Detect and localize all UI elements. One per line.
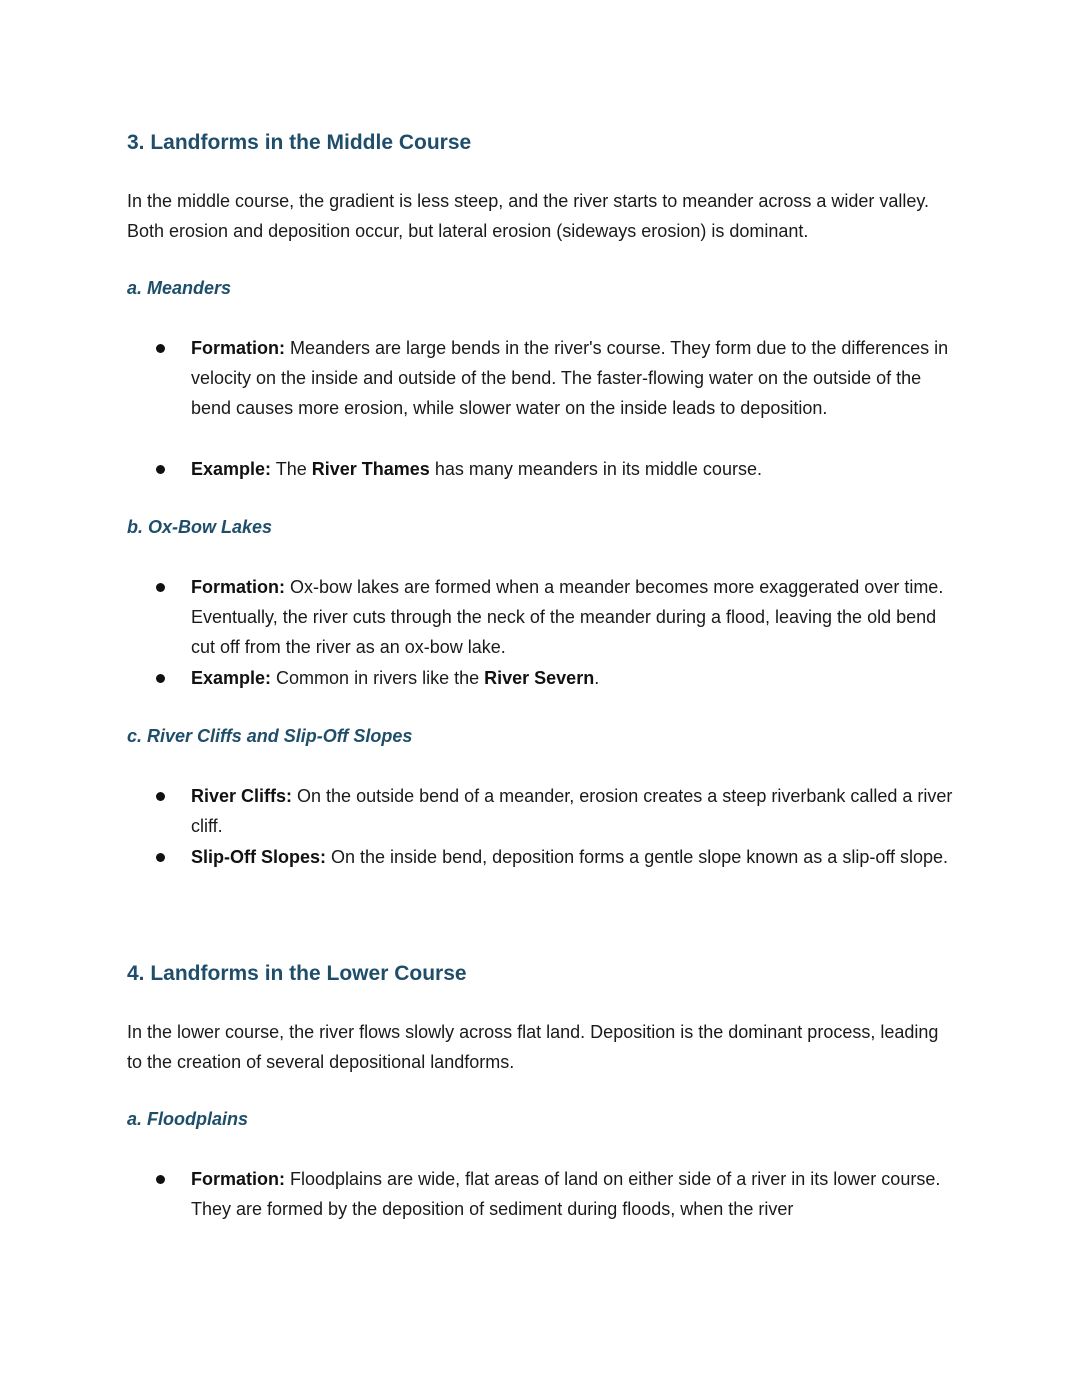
river-cliffs-item: [191, 781, 961, 841]
section3-heading: 3. Landforms in the Middle Course: [127, 131, 472, 154]
oxbow-example-item: [191, 663, 961, 693]
bullet-icon: [156, 344, 165, 353]
section3-intro: In the middle course, the gradient is less steep, and the river starts to meander across a wider valley. Both erosion and deposition occur, but lateral erosion (sideways erosion) is dominant.: [127, 191, 930, 241]
floodplains-heading: a. Floodplains: [127, 1109, 249, 1129]
floodplains-formation-item: [191, 1164, 961, 1224]
section4-intro: In the lower course, the river flows slowly across flat land. Deposition is the dominant process, leading to the creation of several depositional landforms.: [127, 1022, 939, 1072]
bullet-icon: [156, 792, 165, 801]
example-text-pre: Common in rivers like the: [271, 668, 485, 688]
example-text-pre: The: [271, 459, 312, 479]
example-text-post: has many meanders in its middle course.: [429, 459, 762, 479]
bullet-icon: [156, 853, 165, 862]
slip-off-slopes-label: Slip-Off Slopes:: [191, 847, 326, 867]
example-river-name: River Severn: [484, 668, 595, 688]
meanders-formation-item: [191, 333, 961, 423]
bullet-icon: [156, 674, 165, 683]
example-label: Example:: [191, 668, 272, 688]
oxbow-heading: b. Ox-Bow Lakes: [127, 517, 273, 537]
formation-label: Formation:: [191, 338, 285, 358]
cliffs-heading: c. River Cliffs and Slip-Off Slopes: [127, 726, 413, 746]
meanders-example-item: [191, 454, 961, 484]
bullet-icon: [156, 465, 165, 474]
example-river-name: River Thames: [311, 459, 430, 479]
formation-text: Meanders are large bends in the river's course. They form due to the differences in velocity on the inside and outside of the bend. The faster-flowing water on the outside of the bend causes more erosion, while slower water on the inside leads to deposition.: [191, 338, 949, 418]
formation-label: Formation:: [191, 1169, 285, 1189]
slip-off-slopes-item: [191, 842, 961, 872]
river-cliffs-label: River Cliffs:: [191, 786, 293, 806]
section4-heading: 4. Landforms in the Lower Course: [127, 962, 467, 985]
bullet-icon: [156, 1175, 165, 1184]
example-label: Example:: [191, 459, 272, 479]
formation-label: Formation:: [191, 577, 285, 597]
slip-off-slopes-text: On the inside bend, deposition forms a gentle slope known as a slip-off slope.: [326, 847, 949, 867]
formation-text: Ox-bow lakes are formed when a meander becomes more exaggerated over time. Eventually, the river cuts through the neck of the meander during a flood, leaving the old bend cut off from the river as an ox-bow lake.: [191, 577, 944, 657]
meanders-heading: a. Meanders: [127, 278, 232, 298]
river-cliffs-text: On the outside bend of a meander, erosion creates a steep riverbank called a river cliff.: [191, 786, 953, 836]
formation-text: Floodplains are wide, flat areas of land on either side of a river in its lower course. They are formed by the deposition of sediment during floods, when the river: [191, 1169, 941, 1219]
example-text-post: .: [594, 668, 600, 688]
oxbow-formation-item: [191, 572, 961, 662]
bullet-icon: [156, 583, 165, 592]
